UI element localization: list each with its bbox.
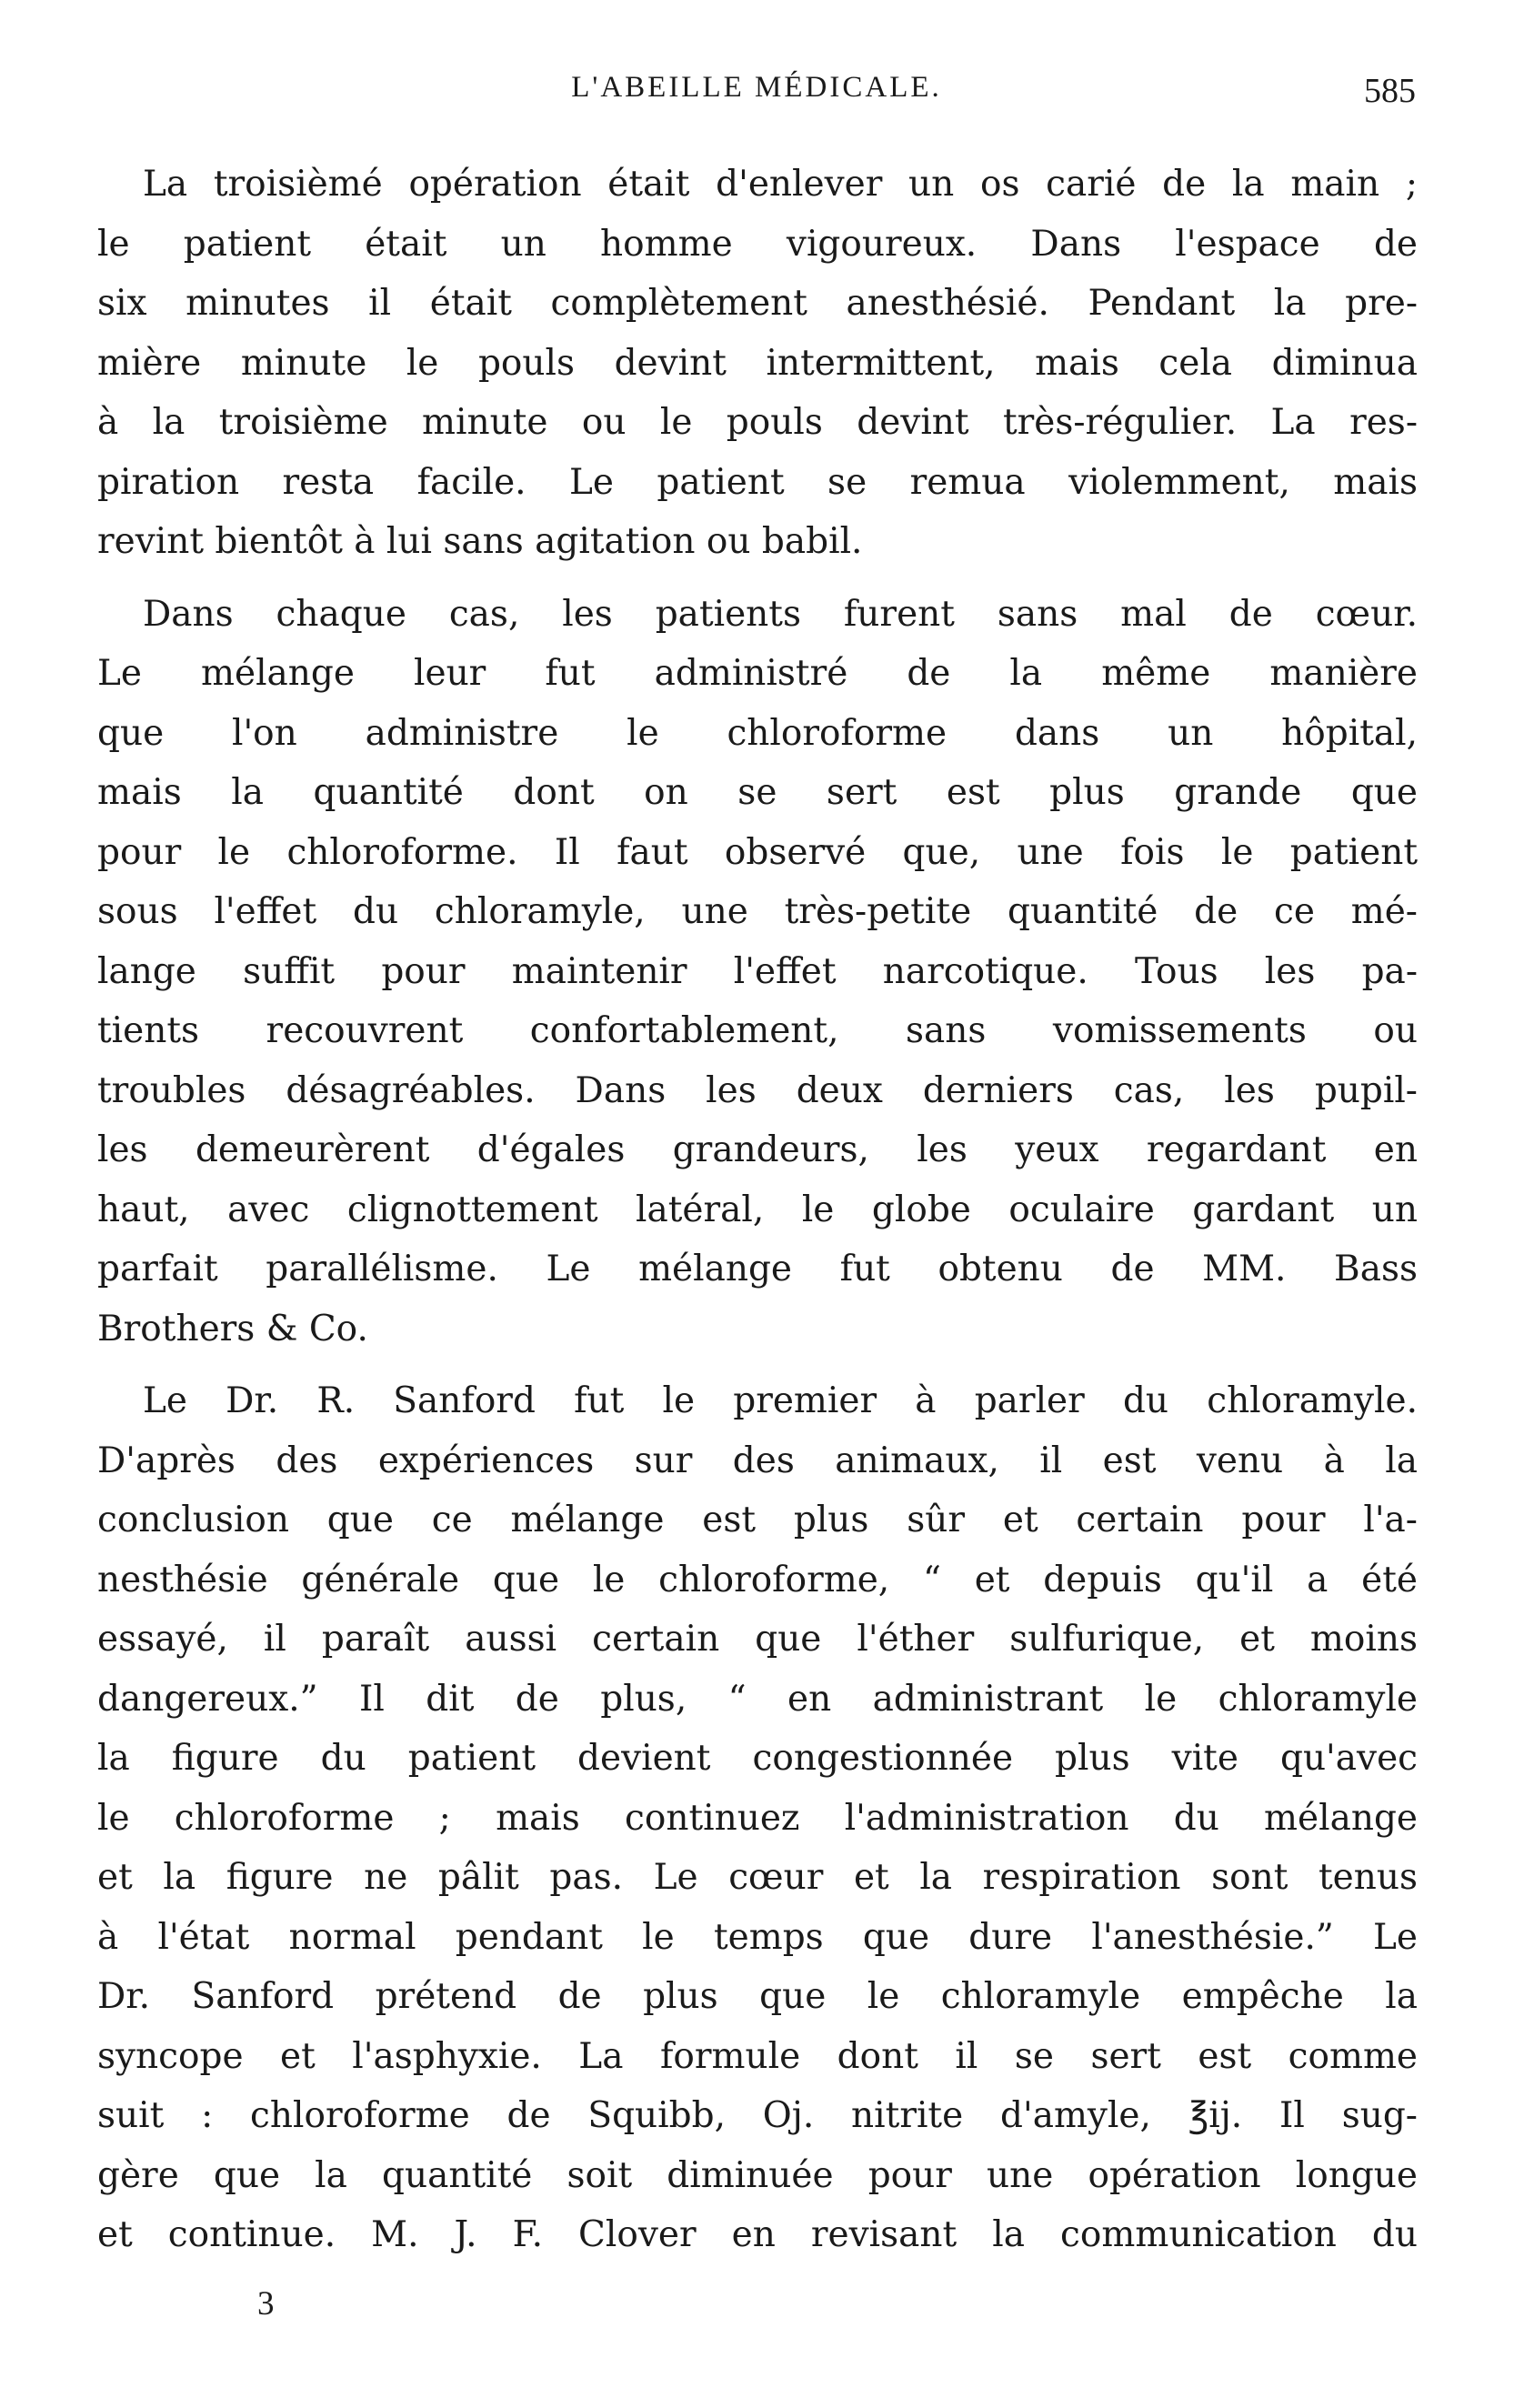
text-line: tients recouvrent confortablement, sans vomissements ou <box>97 1010 1418 1051</box>
text-line: à l'état normal pendant le temps que dure l'anesthésie.” Le <box>97 1916 1418 1958</box>
text-line: Le Dr. R. Sanford fut le premier à parler du chloramyle. <box>143 1380 1418 1421</box>
text-line: conclusion que ce mélange est plus sûr et certain pour l'a- <box>97 1500 1418 1540</box>
page-header <box>97 71 1416 125</box>
text-line: haut, avec clignottement latéral, le globe oculaire gardant un <box>97 1189 1418 1230</box>
text-line: nesthésie générale que le chloroforme, “ et depuis qu'il a été <box>97 1559 1418 1600</box>
text-line: que l'on administre le chloroforme dans un hôpital, <box>97 712 1418 754</box>
text-line: pour le chloroforme. Il faut observé que, une fois le patient <box>97 831 1418 873</box>
text-line: D'après des expériences sur des animaux, il est venu à la <box>97 1440 1418 1481</box>
text-line: le chloroforme ; mais continuez l'administration du mélange <box>97 1797 1418 1839</box>
text-line: à la troisième minute ou le pouls devint très-régulier. La res- <box>97 402 1418 443</box>
paragraph-2 <box>97 585 1418 1360</box>
text-line: mière minute le pouls devint intermittent, mais cela diminua <box>97 342 1418 384</box>
page-number: 585 <box>1364 72 1416 110</box>
paragraph-1 <box>97 155 1418 572</box>
text-line: essayé, il paraît aussi certain que l'éther sulfurique, et moins <box>97 1619 1418 1660</box>
text-line: Le mélange leur fut administré de la même manière <box>97 653 1418 694</box>
text-line: syncope et l'asphyxie. La formule dont il se sert est comme <box>97 2035 1418 2077</box>
running-title: L'ABEILLE MÉDICALE. <box>571 71 942 104</box>
text-line: six minutes il était complètement anesthésié. Pendant la pre- <box>97 283 1418 324</box>
paragraph-3 <box>97 1371 1418 2265</box>
text-line: Dans chaque cas, les patients furent sans mal de cœur. <box>143 593 1418 635</box>
text-line: lange suffit pour maintenir l'effet narcotique. Tous les pa- <box>97 950 1418 992</box>
text-line: mais la quantité dont on se sert est plus grande que <box>97 772 1418 813</box>
signature-mark: 3 <box>257 2285 275 2323</box>
text-line: gère que la quantité soit diminuée pour une opération longue <box>97 2154 1418 2196</box>
text-line: troubles désagréables. Dans les deux derniers cas, les pupil- <box>97 1069 1418 1111</box>
text-line: piration resta facile. Le patient se remua violemment, mais <box>97 461 1418 503</box>
text-line: sous l'effet du chloramyle, une très-petite quantité de ce mé- <box>97 891 1418 932</box>
text-line: et la figure ne pâlit pas. Le cœur et la respiration sont tenus <box>97 1857 1418 1898</box>
text-line: parfait parallélisme. Le mélange fut obtenu de MM. Bass <box>97 1249 1418 1289</box>
text-line: dangereux.” Il dit de plus, “ en administrant le chloramyle <box>97 1678 1418 1720</box>
text-line: Dr. Sanford prétend de plus que le chloramyle empêche la <box>97 1976 1418 2017</box>
text-line: le patient était un homme vigoureux. Dans l'espace de <box>97 223 1418 265</box>
text-line: et continue. M. J. F. Clover en revisant la communication du <box>97 2214 1418 2255</box>
text-line: revint bientôt à lui sans agitation ou babil. <box>97 521 863 562</box>
text-line: la figure du patient devient congestionnée plus vite qu'avec <box>97 1738 1418 1779</box>
text-line: Brothers & Co. <box>97 1308 368 1349</box>
body-text <box>97 155 1418 2278</box>
text-line: les demeurèrent d'égales grandeurs, les yeux regardant en <box>97 1129 1418 1170</box>
text-line: La troisièmé opération était d'enlever un os carié de la main ; <box>143 164 1418 205</box>
text-line: suit : chloroforme de Squibb, Oj. nitrite d'amyle, ℥ij. Il sug- <box>97 2095 1418 2136</box>
